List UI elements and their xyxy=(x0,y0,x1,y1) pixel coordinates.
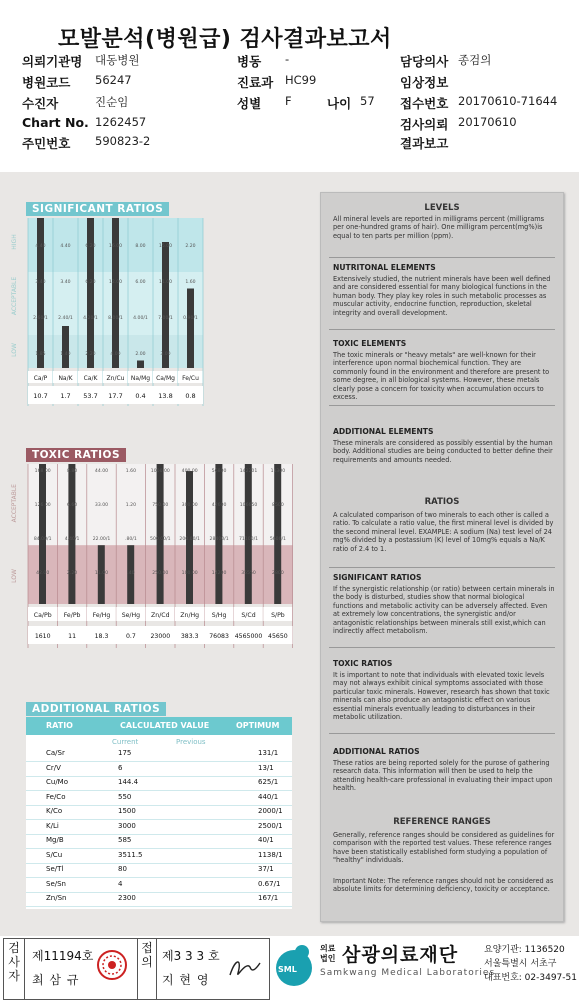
nutritional-heading: NUTRITONAL ELEMENTS xyxy=(333,263,436,272)
optimum-cell: 13/1 xyxy=(258,763,274,772)
significant-tick-label: 4.00 xyxy=(110,352,121,357)
toxic-tick-label: 250.00 xyxy=(152,571,169,576)
current-value-cell: 4 xyxy=(118,879,123,888)
significant-tick-label: 2.40/1 xyxy=(58,316,73,321)
clinical-info-label: 임상정보 xyxy=(400,75,449,90)
age-value: 57 xyxy=(360,94,375,108)
significant-value: 0.8 xyxy=(185,392,196,400)
significant-category-label: Ca/P xyxy=(33,375,48,382)
significant-tick-label: 1.40 xyxy=(60,352,71,357)
significant-category-label: Fe/Cu xyxy=(182,375,199,382)
optimum-cell: 40/1 xyxy=(258,836,274,844)
toxic-tick-label: 33.00 xyxy=(94,503,109,508)
toxic-tick-label: 750.00 xyxy=(152,503,169,508)
ratio-cell: Fe/Co xyxy=(46,792,66,801)
org-name: 삼광의료재단 xyxy=(342,944,459,966)
significant-bar xyxy=(137,361,144,369)
table-row xyxy=(26,863,292,878)
chart-no-label: Chart No. xyxy=(22,115,89,130)
toxic-ylabel: LOW xyxy=(11,569,18,583)
significant-tick-label: 4.40 xyxy=(35,244,46,249)
optimum-cell: 0.67/1 xyxy=(258,879,281,888)
divider xyxy=(329,329,555,330)
header-optimum: OPTIMUM xyxy=(236,721,280,730)
table-row xyxy=(26,747,292,762)
department-value: HC99 xyxy=(285,73,317,87)
org-phone: 대표번호: 02-3497-51 xyxy=(484,973,577,983)
significant-tick-label: 1.85 xyxy=(35,352,46,357)
additional-ratios-title: ADDITIONAL RATIOS xyxy=(26,702,166,716)
significant-tick-label: 11.00 xyxy=(158,280,173,285)
ratios-heading: RATIOS xyxy=(424,497,460,507)
ratios-text: A calculated comparison of two minerals to each other is called a ratio. To calculate a ratio value, the first mineral level is divided by the second mineral level. EXAMPLE: A sodium (Na) test level of 24 mg% divided by a postassium (K) level of 10mg% equals a Na/K ratio of 2.4 to 1. xyxy=(333,511,554,553)
toxic-elements-text: The toxic minerals or "heavy metals" are well-known for their interference upon normal biochemical function. They are commonly found in the environment and therefore are present to some degree, in all biological systems. However, these metals clearly pose a concern for toxicity when accumulation occurs to excess. xyxy=(333,351,550,402)
toxic-category-label: S/Pb xyxy=(271,612,285,619)
hospital-code-value: 56247 xyxy=(95,73,132,87)
ratio-cell: Mg/B xyxy=(46,836,64,844)
levels-heading: LEVELS xyxy=(424,203,460,213)
significant-tick-label: 8.00/1 xyxy=(108,316,123,321)
toxic-value: 23000 xyxy=(150,633,171,640)
current-value-cell: 550 xyxy=(118,792,132,801)
toxic-tick-label: 84.00/1 xyxy=(33,537,52,542)
toxic-value: 11 xyxy=(68,633,77,640)
report-header xyxy=(0,52,579,152)
ratio-cell: Zn/Sn xyxy=(46,894,67,902)
ratio-cell: Se/Sn xyxy=(46,879,66,888)
info-panel xyxy=(320,192,564,922)
toxic-tick-label: 42600 xyxy=(211,503,227,508)
significant-tick-label: 12.00 xyxy=(108,280,123,285)
signature-icon xyxy=(226,953,262,983)
toxic-ratios-chart xyxy=(0,462,300,652)
toxic-tick-label: 1.60 xyxy=(125,469,137,474)
significant-category-label: Ca/K xyxy=(83,375,98,382)
sex-label: 성별 xyxy=(237,96,262,111)
significant-bar xyxy=(162,242,169,368)
significant-ratios-title: SIGNIFICANT RATIOS xyxy=(26,202,169,216)
toxic-tick-label: 142201 xyxy=(239,469,258,474)
toxic-tick-label: 300.00 xyxy=(181,503,198,508)
table-row xyxy=(26,820,292,835)
significant-category-label: Na/Mg xyxy=(130,375,151,382)
doctor-value: 종검의 xyxy=(458,53,492,67)
toxic-tick-label: 400.00 xyxy=(181,469,198,474)
ward-value: - xyxy=(285,52,290,66)
significant-value: 13.8 xyxy=(158,392,173,400)
toxic-tick-label: 106650 xyxy=(239,503,258,508)
significant-category-label: Na/K xyxy=(58,375,73,382)
receipt-no-label: 접수번호 xyxy=(400,96,449,111)
toxic-tick-label: 42.00 xyxy=(36,571,50,576)
ratio-cell: Se/Tl xyxy=(46,865,64,873)
toxic-value: 0.7 xyxy=(125,633,136,640)
facility-code: 요양기관: 1136520 xyxy=(484,945,565,955)
nutritional-text: Extensively studied, the nutrient minerals have been well defined and are considered essential for many biological functions in the human body. They play key roles in such metabolic processes as muscular activity, endocrine function, reproduction, skeletal integrity and overall development. xyxy=(333,275,551,317)
divider xyxy=(329,647,555,648)
toxic-tick-label: 168.00 xyxy=(34,469,51,474)
current-value-cell: 175 xyxy=(118,749,132,757)
age-label: 나이 xyxy=(327,96,352,111)
levels-text: All mineral levels are reported in milligrams percent (milligrams per one-hundred grams of hair). One milligram percent(mg%)is equal to ten parts per million (ppm). xyxy=(333,215,545,240)
reviewer-name: 지 현 영 xyxy=(162,973,210,987)
significant-bar xyxy=(187,289,194,369)
scanned-report xyxy=(0,172,579,936)
inspector-license: 제11194호 xyxy=(32,949,94,963)
additional-ratios-text: These ratios are being reported solely for the purose of gathering research data. This information will then be used to help the attending health-care professional in evaluating their impact upon health. xyxy=(333,759,553,793)
current-value-cell: 2300 xyxy=(118,894,136,902)
significant-value: 10.7 xyxy=(33,392,48,400)
subheader-previous: Previous xyxy=(176,738,206,746)
toxic-bar xyxy=(157,464,164,604)
org-address: 서울특별시 서초구 xyxy=(484,959,557,969)
toxic-tick-label: 22.00/1 xyxy=(92,537,111,542)
significant-bar xyxy=(112,218,119,368)
toxic-category-label: Fe/Hg xyxy=(92,612,111,619)
significant-tick-label: 3.40 xyxy=(35,280,46,285)
toxic-category-label: Ca/Pb xyxy=(33,612,52,619)
additional-ratios-heading: ADDITIONAL RATIOS xyxy=(333,747,420,756)
significant-value: 53.7 xyxy=(83,392,98,400)
divider xyxy=(329,567,555,568)
toxic-value: 45650 xyxy=(268,633,288,640)
table-row xyxy=(26,776,292,791)
toxic-value: 1610 xyxy=(34,633,51,640)
subheader-current: Current xyxy=(112,738,139,746)
toxic-tick-label: 200.00/1 xyxy=(179,537,200,542)
significant-ylabel: ACCEPTABLE xyxy=(11,276,18,316)
significant-bar xyxy=(37,218,44,368)
toxic-tick-label: 8.80 xyxy=(66,469,78,474)
hospital-code-label: 병원코드 xyxy=(22,75,71,90)
optimum-cell: 2500/1 xyxy=(258,821,283,830)
toxic-value: 383.3 xyxy=(180,633,199,640)
toxic-tick-label: 44.00 xyxy=(94,469,109,474)
seal-icon xyxy=(96,949,128,981)
org-prefix: 의료법인 xyxy=(320,944,336,963)
reference-ranges-heading: REFERENCE RANGES xyxy=(393,817,491,827)
reviewer-license: 제3 3 3 호 xyxy=(162,949,220,963)
resident-no-value: 590823-2 xyxy=(95,134,151,148)
current-value-cell: 1500 xyxy=(118,807,136,815)
significant-tick-label: 6.00 xyxy=(135,280,146,285)
toxic-tick-label: 100.00 xyxy=(181,571,198,576)
significant-tick-label: 3.40 xyxy=(60,280,71,285)
significant-bar xyxy=(62,326,69,368)
toxic-ylabel: ACCEPTABLE xyxy=(11,484,18,523)
significant-category-label: Zn/Cu xyxy=(106,375,125,382)
toxic-category-label: S/Hg xyxy=(211,612,227,619)
toxic-tick-label: .40 xyxy=(127,571,135,576)
toxic-tick-label: 2800 xyxy=(272,571,284,576)
header-ratio: RATIO xyxy=(46,721,73,730)
optimum-cell: 625/1 xyxy=(258,778,279,786)
significant-tick-label: 4.40 xyxy=(60,244,71,249)
toxic-tick-label: 2.20 xyxy=(66,571,78,576)
significant-tick-label: 4.20/1 xyxy=(83,316,98,321)
table-row xyxy=(26,878,292,893)
current-value-cell: 585 xyxy=(118,836,132,844)
ratio-cell: Cr/V xyxy=(46,763,61,772)
header-calculated-value: CALCULATED VALUE xyxy=(120,721,210,730)
toxic-tick-label: 126.00 xyxy=(34,503,51,508)
patient-value: 진순임 xyxy=(95,95,129,109)
significant-tick-label: 0.90/1 xyxy=(183,316,198,321)
significant-ylabel: LOW xyxy=(11,343,18,357)
inspector-label: 검사자 xyxy=(8,941,20,983)
divider xyxy=(329,733,555,734)
toxic-tick-label: 71100/1 xyxy=(238,537,259,542)
ward-label: 병동 xyxy=(237,54,262,69)
current-value-cell: 6 xyxy=(118,763,123,772)
significant-value: 17.7 xyxy=(108,392,123,400)
toxic-tick-label: 28400/1 xyxy=(209,537,229,542)
toxic-category-label: Zn/Hg xyxy=(180,612,200,619)
toxic-ratios-title: TOXIC RATIOS xyxy=(26,448,126,462)
reviewer-label: 접의 xyxy=(141,941,153,969)
toxic-ratios-heading: TOXIC RATIOS xyxy=(333,659,393,668)
inspector-box xyxy=(3,938,270,1000)
significant-category-label: Ca/Mg xyxy=(156,375,175,382)
ratio-cell: S/Cu xyxy=(46,850,63,859)
toxic-bar xyxy=(215,464,222,604)
toxic-tick-label: 11300 xyxy=(270,469,286,474)
ratio-cell: Ca/Sr xyxy=(46,749,65,757)
toxic-tick-label: 11.00 xyxy=(94,571,109,576)
significant-tick-label: 2.00 xyxy=(135,352,146,357)
toxic-bar xyxy=(274,464,281,604)
toxic-tick-label: 35550 xyxy=(241,571,256,576)
toxic-tick-label: 1000.00 xyxy=(150,469,170,474)
significant-tick-label: 2.20 xyxy=(85,352,96,357)
significant-tick-label: 6.20 xyxy=(85,244,96,249)
toxic-elements-heading: TOXIC ELEMENTS xyxy=(333,339,407,348)
important-note-text: Important Note: The reference ranges should not be considered as absolute limits for determining deficiency, toxicity or acceptance. xyxy=(333,877,554,894)
significant-tick-label: 2.20 xyxy=(185,244,196,249)
toxic-category-label: Fe/Pb xyxy=(63,612,81,619)
toxic-tick-label: 1.20 xyxy=(125,503,137,508)
toxic-tick-label: 56800 xyxy=(211,469,227,474)
patient-label: 수진자 xyxy=(22,96,59,111)
result-report-label: 결과보고 xyxy=(400,136,449,151)
toxic-value: 4565000 xyxy=(234,633,263,640)
additional-elements-text: These minerals are considered as possibly essential by the human body. Additional studies are being conducted to better define their requirements and amounts needed. xyxy=(333,439,553,464)
toxic-tick-label: 500.00/1 xyxy=(150,537,171,542)
institution-value: 대동병원 xyxy=(95,53,140,67)
request-date-label: 검사의뢰 xyxy=(400,117,449,132)
resident-no-label: 주민번호 xyxy=(22,136,71,151)
toxic-tick-label: 8500 xyxy=(272,503,284,508)
additional-elements-heading: ADDITIONAL ELEMENTS xyxy=(333,427,434,436)
toxic-tick-label: 14200 xyxy=(211,571,227,576)
chart-no-value: 1262457 xyxy=(95,115,147,129)
additional-table-header xyxy=(26,717,292,735)
institution-label: 의뢰기관명 xyxy=(22,54,83,69)
significant-tick-label: 16.00 xyxy=(108,244,123,249)
table-row xyxy=(26,834,292,849)
significant-tick-label: 3.00 xyxy=(160,352,171,357)
toxic-tick-label: 6.60 xyxy=(66,503,78,508)
additional-ratios-table xyxy=(26,717,292,909)
report-footer xyxy=(0,936,579,1002)
toxic-category-label: Zn/Cd xyxy=(151,612,170,619)
significant-tick-label: 8.00 xyxy=(135,244,146,249)
toxic-tick-label: 4.40/1 xyxy=(64,537,80,542)
significant-tick-label: 15.00 xyxy=(158,244,173,249)
doctor-label: 담당의사 xyxy=(400,54,449,69)
current-value-cell: 80 xyxy=(118,865,127,873)
table-row xyxy=(26,892,292,907)
inspector-name: 최 삼 규 xyxy=(32,973,80,987)
divider xyxy=(329,257,555,258)
significant-tick-label: 2.60/1 xyxy=(33,316,48,321)
optimum-cell: 37/1 xyxy=(258,865,274,873)
sex-value: F xyxy=(285,94,292,108)
significant-tick-label: 7.00/1 xyxy=(158,316,173,321)
toxic-category-label: S/Cd xyxy=(241,612,256,619)
significant-tick-label: 6.20 xyxy=(85,280,96,285)
toxic-bar xyxy=(245,464,252,604)
logo-abbrev: SML xyxy=(278,965,297,974)
reference-ranges-text: Generally, reference ranges should be considered as guidelines for comparison with the reported test values. These reference ranges have been statistically established form studying a population of "healthy" individuals. xyxy=(333,831,555,865)
toxic-value: 18.3 xyxy=(94,633,109,640)
toxic-tick-label: 5600/1 xyxy=(269,537,286,542)
ratio-cell: K/Co xyxy=(46,807,63,815)
table-row xyxy=(26,805,292,820)
significant-ratios-chart xyxy=(0,216,210,426)
toxic-category-label: Se/Hg xyxy=(121,612,141,619)
ratio-cell: K/Li xyxy=(46,821,59,830)
significant-value: 0.4 xyxy=(135,392,146,400)
toxic-ratios-text: It is important to note that individuals with elevated toxic levels may not always exhibit cinical symptoms associated with those particular toxic minerals. However, research has shown that toxic minerals can also produce an antagonistic effect on various essential minerals eventually leading to disturbances in their metabolic utilization. xyxy=(333,671,550,722)
receipt-no-value: 20170610-71644 xyxy=(458,94,558,108)
toxic-value: 76083 xyxy=(209,633,229,640)
significant-tick-label: 4.00/1 xyxy=(133,316,148,321)
org-english-name: Samkwang Medical Laboratories xyxy=(320,968,496,978)
toxic-bar xyxy=(39,464,46,604)
significant-ratios-heading: SIGNIFICANT RATIOS xyxy=(333,573,422,582)
request-date-value: 20170610 xyxy=(458,115,517,129)
current-value-cell: 3000 xyxy=(118,821,136,830)
divider xyxy=(329,405,555,406)
table-row xyxy=(26,849,292,864)
optimum-cell: 131/1 xyxy=(258,749,279,757)
current-value-cell: 3511.5 xyxy=(118,850,143,859)
optimum-cell: 2000/1 xyxy=(258,807,283,815)
significant-value: 1.7 xyxy=(60,392,71,400)
table-row xyxy=(26,791,292,806)
optimum-cell: 440/1 xyxy=(258,792,279,801)
significant-ylabel: HIGH xyxy=(11,234,18,250)
significant-ratios-text: If the synergistic relationship (or ratio) between certain minerals in the body is disturbed, studies show that normal biological functions and metabolic activity can be adversely affected. Even at extremely low concentrations, the synergistic and/or antagonistic relationships between minerals still exist,which can indirectly affect metabolism. xyxy=(333,585,555,636)
table-row xyxy=(26,762,292,777)
current-value-cell: 144.4 xyxy=(118,778,139,786)
report-title: 모발분석(병원급) 검사결과보고서 xyxy=(58,27,392,52)
department-label: 진료과 xyxy=(237,75,274,90)
significant-bar xyxy=(87,218,94,368)
optimum-cell: 1138/1 xyxy=(258,850,283,859)
significant-tick-label: 1.60 xyxy=(185,280,196,285)
ratio-cell: Cu/Mo xyxy=(46,778,69,786)
toxic-tick-label: .80/1 xyxy=(125,537,137,542)
optimum-cell: 167/1 xyxy=(258,894,279,902)
